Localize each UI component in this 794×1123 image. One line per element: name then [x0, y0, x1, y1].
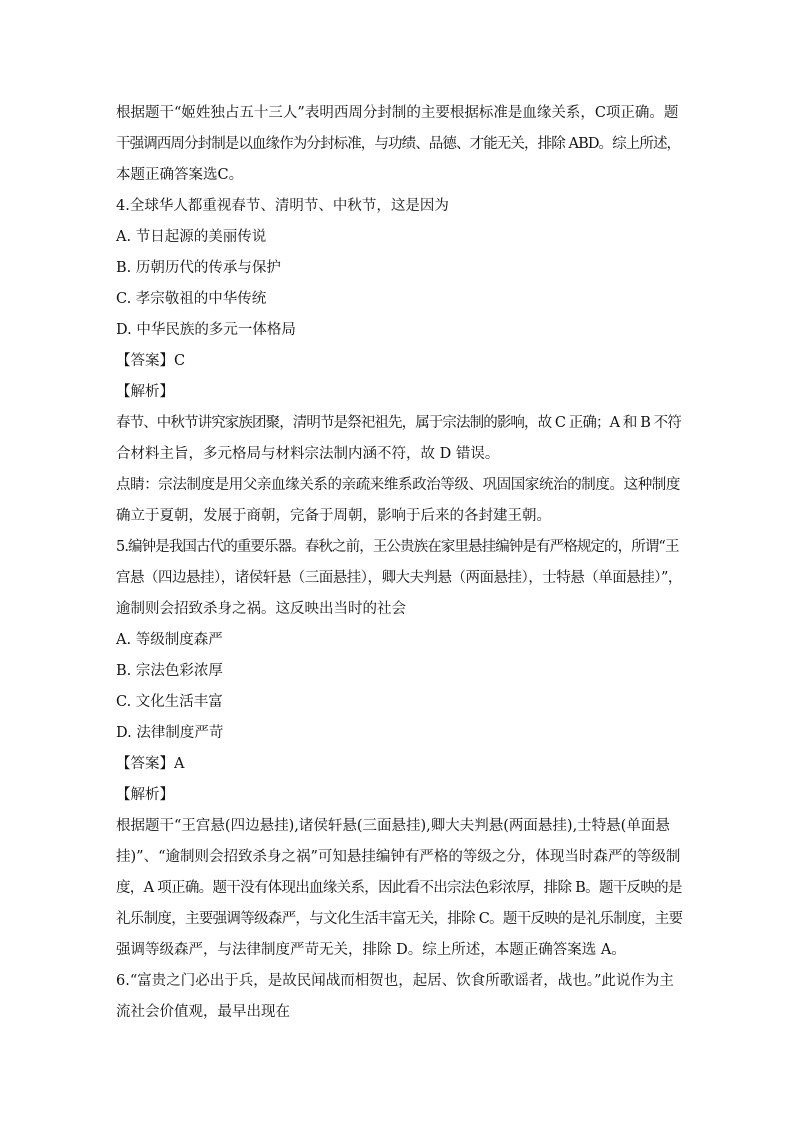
question-5	[116, 532, 682, 966]
text-line: 本题正确答案选C。	[116, 167, 244, 183]
question-stem: 宫悬（四边悬挂），诸侯轩悬（三面悬挂），卿大夫判悬（两面悬挂），士特悬（单面悬挂）”，	[116, 570, 682, 586]
intro-paragraph	[116, 98, 682, 191]
analysis-label: 【解析】	[116, 787, 174, 803]
question-stem: 4.全球华人都重视春节、清明节、中秋节，这是因为	[116, 198, 449, 214]
analysis-line: 春节、中秋节讲究家族团聚，清明节是祭祀祖先，属于宗法制的影响，故 C 正确；A 和 B 不符	[116, 415, 681, 431]
analysis-line: 合材料主旨，多元格局与材料宗法制内涵不符，故 D 错误。	[116, 446, 500, 462]
analysis-line: 礼乐制度，主要强调等级森严，与文化生活丰富无关，排除 C。题干反映的是礼乐制度，主要	[116, 911, 683, 927]
analysis-label: 【解析】	[116, 384, 174, 400]
option-a: A. 等级制度森严	[116, 632, 223, 648]
document-body	[116, 98, 682, 1028]
option-d: D. 法律制度严苛	[116, 725, 224, 741]
question-4	[116, 191, 682, 532]
text-line: 根据题干“姬姓独占五十三人”表明西周分封制的主要根据标准是血缘关系，C项正确。题	[116, 105, 679, 121]
question-stem: 6.“富贵之门必出于兵，是故民闻战而相贺也，起居、饮食所歌谣者，战也。”此说作为主	[116, 973, 674, 989]
analysis-line: 根据题干“王宫悬(四边悬挂),诸侯轩悬(三面悬挂),卿大夫判悬(两面悬挂),士特悬(单面悬	[116, 818, 670, 834]
question-stem: 5.编钟是我国古代的重要乐器。春秋之前，王公贵族在家里悬挂编钟是有严格规定的，所谓“王	[116, 539, 679, 555]
answer-label: 【答案】C	[116, 353, 186, 369]
question-6	[116, 966, 682, 1028]
answer-label: 【答案】A	[116, 756, 185, 772]
analysis-line: 确立于夏朝，发展于商朝，完备于周朝，影响于后来的各封建王朝。	[116, 508, 551, 524]
analysis-line: 度，A 项正确。题干没有体现出血缘关系，因此看不出宗法色彩浓厚，排除 B。题干反映的是	[116, 880, 682, 896]
analysis-line: 强调等级森严，与法律制度严苛无关，排除 D。综上所述，本题正确答案选 A。	[116, 942, 626, 958]
option-b: B. 宗法色彩浓厚	[116, 663, 223, 679]
analysis-line: 挂)”、“逾制则会招致杀身之祸”可知悬挂编钟有严格的等级之分，体现当时森严的等级制	[116, 849, 681, 865]
option-d: D. 中华民族的多元一体格局	[116, 322, 296, 338]
question-stem: 逾制则会招致杀身之祸。这反映出当时的社会	[116, 601, 406, 617]
option-c: C. 文化生活丰富	[116, 694, 223, 710]
option-a: A. 节日起源的美丽传说	[116, 229, 267, 245]
question-stem: 流社会价值观，最早出现在	[116, 1004, 290, 1020]
analysis-line: 点睛：宗法制度是用父亲血缘关系的亲疏来维系政治等级、巩固国家统治的制度。这种制度	[116, 477, 680, 493]
option-b: B. 历朝历代的传承与保护	[116, 260, 281, 276]
option-c: C. 孝宗敬祖的中华传统	[116, 291, 267, 307]
text-line: 干强调西周分封制是以血缘作为分封标准，与功绩、品德、才能无关，排除 ABD。综上所述，	[116, 136, 681, 152]
